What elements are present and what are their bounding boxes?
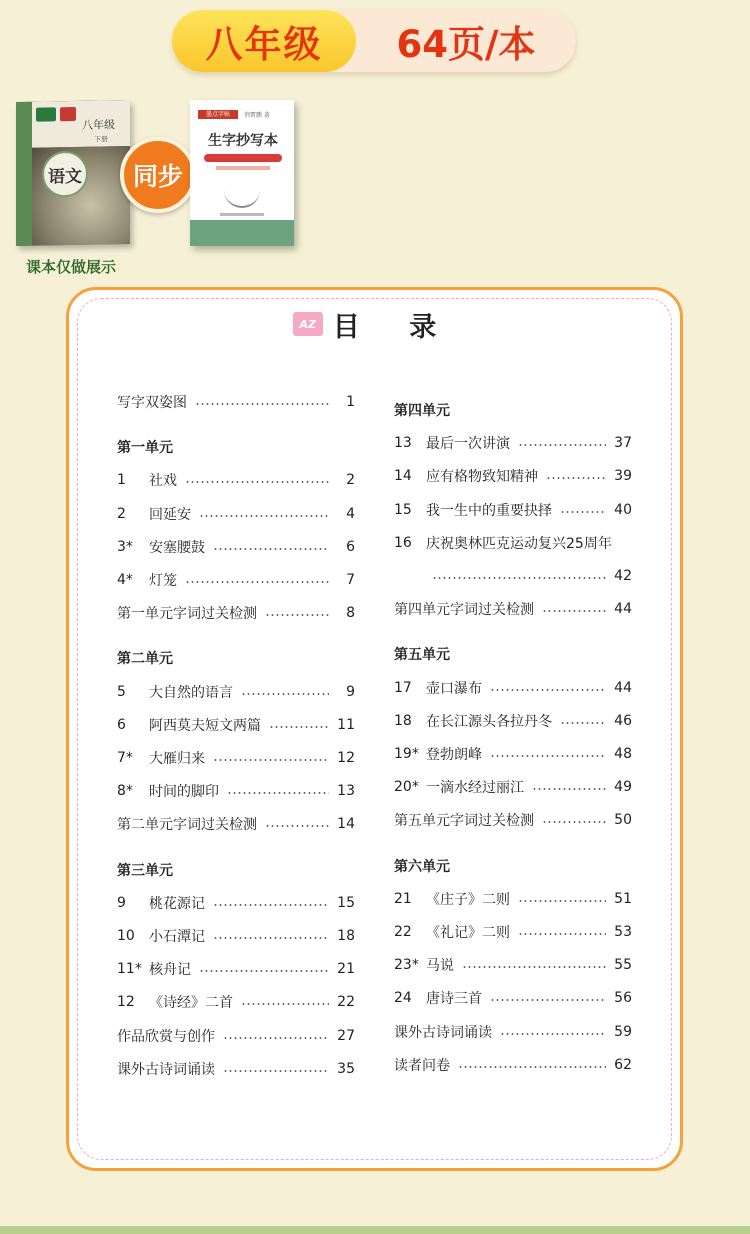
toc-entry (394, 533, 632, 553)
unit-heading-label: 第六单元 (394, 858, 450, 875)
page-number: 48 (614, 746, 632, 762)
dot-leader (265, 825, 329, 827)
lesson-number: 20* (394, 779, 419, 796)
unit-heading (117, 648, 355, 668)
page-number: 53 (614, 924, 632, 940)
dot-leader (490, 689, 606, 691)
lesson-number: 8* (117, 783, 133, 800)
toc-entry (117, 715, 355, 735)
entry-title: 回延安 (149, 506, 191, 523)
unit-heading-label: 第五单元 (394, 647, 450, 664)
dot-leader (195, 403, 329, 405)
lesson-number: 13 (394, 435, 412, 452)
entry-title: 马说 (426, 958, 454, 975)
lesson-number: 11* (117, 961, 142, 978)
dot-leader (185, 581, 329, 583)
page-number: 14 (337, 816, 355, 833)
entry-title: 第一单元字词过关检测 (117, 606, 257, 623)
textbook-subject: 语文 (42, 151, 88, 198)
dot-leader (199, 515, 329, 517)
dot-leader (560, 722, 606, 724)
toc-entry (394, 889, 632, 909)
entry-title: 桃花源记 (149, 895, 205, 912)
unit-heading (117, 860, 355, 880)
page-number: 49 (614, 779, 632, 796)
page-number: 9 (346, 683, 355, 700)
unit-heading-label: 第三单元 (117, 862, 173, 879)
toc-title: 目 录 (332, 311, 457, 343)
page-number: 21 (337, 961, 355, 978)
page-number: 8 (346, 605, 355, 622)
lesson-number: 9 (117, 894, 126, 911)
page-number: 56 (614, 990, 632, 1007)
lesson-number: 10 (117, 928, 135, 944)
textbook-grade: 八年级 (82, 118, 115, 132)
pen-illustration-icon (224, 182, 260, 208)
page-number: 44 (614, 679, 632, 696)
dot-leader (518, 933, 606, 935)
entry-title: 时间的脚印 (149, 784, 219, 801)
unit-heading-label: 第四单元 (394, 403, 450, 419)
lesson-number: 15 (394, 501, 412, 518)
toc-entry (117, 470, 355, 490)
header-pill (172, 10, 576, 72)
dot-leader (223, 1037, 329, 1039)
dot-leader (213, 759, 329, 761)
display-caption: 课本仅做展示 (26, 258, 117, 276)
toc-entry (394, 500, 632, 520)
entry-title: 壶口瀑布 (426, 680, 482, 697)
toc-entry (117, 926, 355, 946)
entry-title: 《诗经》二首 (149, 995, 233, 1012)
sync-badge: 同步 (120, 137, 196, 213)
page-number: 6 (346, 538, 355, 555)
dot-leader (213, 937, 329, 939)
entry-title: 核舟记 (149, 962, 191, 979)
entry-title: 登勃朗峰 (426, 747, 482, 763)
book-icon: AZ (293, 312, 323, 336)
entry-title: 第五单元字词过关检测 (394, 813, 534, 830)
toc-entry (117, 748, 355, 768)
dot-leader (518, 900, 606, 902)
dot-leader (462, 966, 606, 968)
toc-entry (394, 678, 632, 698)
lesson-number: 21 (394, 890, 412, 907)
lesson-number: 17 (394, 679, 412, 696)
entry-title: 我一生中的重要抉择 (426, 502, 552, 519)
page-number: 2 (346, 472, 355, 489)
toc-entry (394, 1055, 632, 1075)
entry-title: 在长江源头各拉丹冬 (426, 713, 552, 730)
page-number: 39 (614, 468, 632, 485)
workbook-cover-image (190, 100, 294, 246)
textbook-cover-image (16, 100, 130, 246)
dot-leader (500, 1033, 606, 1035)
dot-leader (532, 788, 606, 790)
toc-entry (117, 682, 355, 702)
toc-entry (394, 988, 632, 1008)
entry-title: 最后一次讲演 (426, 436, 510, 453)
page-number: 46 (614, 712, 632, 729)
page-number: 22 (337, 994, 355, 1011)
dot-leader (185, 481, 329, 483)
page-number: 13 (337, 783, 355, 800)
dot-leader (560, 511, 606, 513)
entry-title: 第二单元字词过关检测 (117, 817, 257, 834)
toc-entry (117, 992, 355, 1012)
entry-title: 小石潭记 (149, 929, 205, 945)
page-number: 55 (614, 957, 632, 974)
entry-title: 《庄子》二则 (426, 891, 510, 908)
dot-leader (542, 821, 606, 823)
lesson-number: 16 (394, 534, 412, 551)
dot-leader (213, 904, 329, 906)
unit-heading (394, 644, 632, 664)
toc-header (69, 308, 680, 343)
toc-entry (394, 711, 632, 731)
toc-entry (394, 777, 632, 797)
lesson-number: 22 (394, 924, 412, 940)
lesson-number: 12 (117, 994, 135, 1011)
toc-entry (117, 392, 355, 412)
toc-entry-continuation (394, 566, 632, 586)
toc-entry (117, 1059, 355, 1079)
page-number: 12 (337, 750, 355, 766)
toc-entry (394, 922, 632, 942)
dot-leader (518, 444, 606, 446)
toc-entry (394, 1022, 632, 1042)
lesson-number: 19* (394, 746, 419, 762)
page-number: 44 (614, 601, 632, 618)
unit-heading (117, 437, 355, 457)
entry-title: 第四单元字词过关检测 (394, 602, 534, 619)
page-number: 4 (346, 505, 355, 522)
page-number: 18 (337, 928, 355, 944)
toc-entry (394, 433, 632, 453)
dot-leader (199, 970, 329, 972)
unit-heading-label: 第二单元 (117, 651, 173, 668)
entry-title: 大雁归来 (149, 751, 205, 767)
publisher-logo-icon (36, 107, 56, 121)
page-number: 51 (614, 890, 632, 907)
toc-entry (117, 893, 355, 913)
lesson-number: 23* (394, 957, 419, 974)
textbook-volume: 下册 (94, 135, 108, 144)
page-count-label: 64页/本 (396, 23, 536, 66)
lesson-number: 24 (394, 990, 412, 1007)
unit-heading (394, 856, 632, 876)
lesson-number: 4* (117, 572, 133, 588)
lesson-number: 1 (117, 472, 126, 489)
lesson-number: 2 (117, 505, 126, 522)
dot-leader (265, 614, 329, 616)
workbook-title: 生字抄写本 (208, 133, 278, 149)
entry-title: 作品欣赏与创作 (117, 1028, 215, 1045)
page-number: 7 (346, 572, 355, 588)
toc-card (66, 287, 683, 1171)
entry-title: 课外古诗词诵读 (117, 1061, 215, 1078)
toc-entry (394, 810, 632, 830)
entry-title: 应有格物致知精神 (426, 469, 538, 486)
toc-entry (117, 603, 355, 623)
dot-leader (213, 548, 329, 550)
page-number: 15 (337, 894, 355, 911)
grade-label: 八年级 (172, 10, 356, 72)
lesson-number: 6 (117, 716, 126, 733)
toc-entry (117, 504, 355, 524)
lesson-number: 3* (117, 538, 133, 555)
dot-leader (269, 726, 329, 728)
page-number: 40 (614, 501, 632, 518)
entry-title: 大自然的语言 (149, 684, 233, 701)
workbook-author: 荆霄鹏 著 (244, 112, 270, 119)
toc-entry (117, 1026, 355, 1046)
entry-title: 阿西莫夫短文两篇 (149, 717, 261, 734)
unit-heading-label: 第一单元 (117, 440, 173, 457)
lesson-number: 7* (117, 750, 133, 766)
entry-title: 安塞腰鼓 (149, 539, 205, 556)
dot-leader (490, 999, 606, 1001)
entry-title: 唐诗三首 (426, 991, 482, 1008)
dot-leader (458, 1066, 606, 1068)
page-number: 37 (614, 435, 632, 452)
entry-title: 社戏 (149, 473, 177, 490)
page-number: 50 (614, 812, 632, 829)
toc-entry (394, 744, 632, 764)
entry-title: 庆祝奥林匹克运动复兴25周年 (426, 535, 612, 552)
workbook-brand: 墨点字帖 (198, 110, 238, 119)
page-number: 42 (614, 568, 632, 584)
dot-leader (223, 1070, 329, 1072)
publisher-badge-icon (60, 107, 76, 121)
entry-title: 《礼记》二则 (426, 925, 510, 941)
dot-leader (227, 792, 329, 794)
toc-entry (117, 781, 355, 801)
page-number: 59 (614, 1023, 632, 1040)
page-number: 35 (337, 1060, 355, 1077)
unit-heading (394, 400, 632, 420)
toc-entry (117, 570, 355, 590)
dot-leader (241, 1003, 329, 1005)
toc-entry (394, 466, 632, 486)
dot-leader (490, 755, 606, 757)
entry-title: 读者问卷 (394, 1057, 450, 1074)
toc-entry (117, 537, 355, 557)
dot-leader (432, 577, 606, 579)
bottom-strip (0, 1226, 750, 1234)
dot-leader (241, 693, 329, 695)
toc-entry (117, 959, 355, 979)
lesson-number: 5 (117, 683, 126, 700)
entry-title: 一滴水经过丽江 (426, 780, 524, 797)
dot-leader (542, 610, 606, 612)
dot-leader (546, 477, 606, 479)
page-number: 62 (614, 1056, 632, 1073)
toc-entry (394, 599, 632, 619)
entry-title: 灯笼 (149, 573, 177, 589)
toc-entry (117, 814, 355, 834)
entry-title: 课外古诗词诵读 (394, 1024, 492, 1041)
page-number: 1 (346, 394, 355, 410)
toc-entry (394, 955, 632, 975)
lesson-number: 18 (394, 712, 412, 729)
entry-title: 写字双姿图 (117, 395, 187, 411)
page-number: 11 (337, 716, 355, 733)
page-number: 27 (337, 1027, 355, 1044)
lesson-number: 14 (394, 468, 412, 485)
